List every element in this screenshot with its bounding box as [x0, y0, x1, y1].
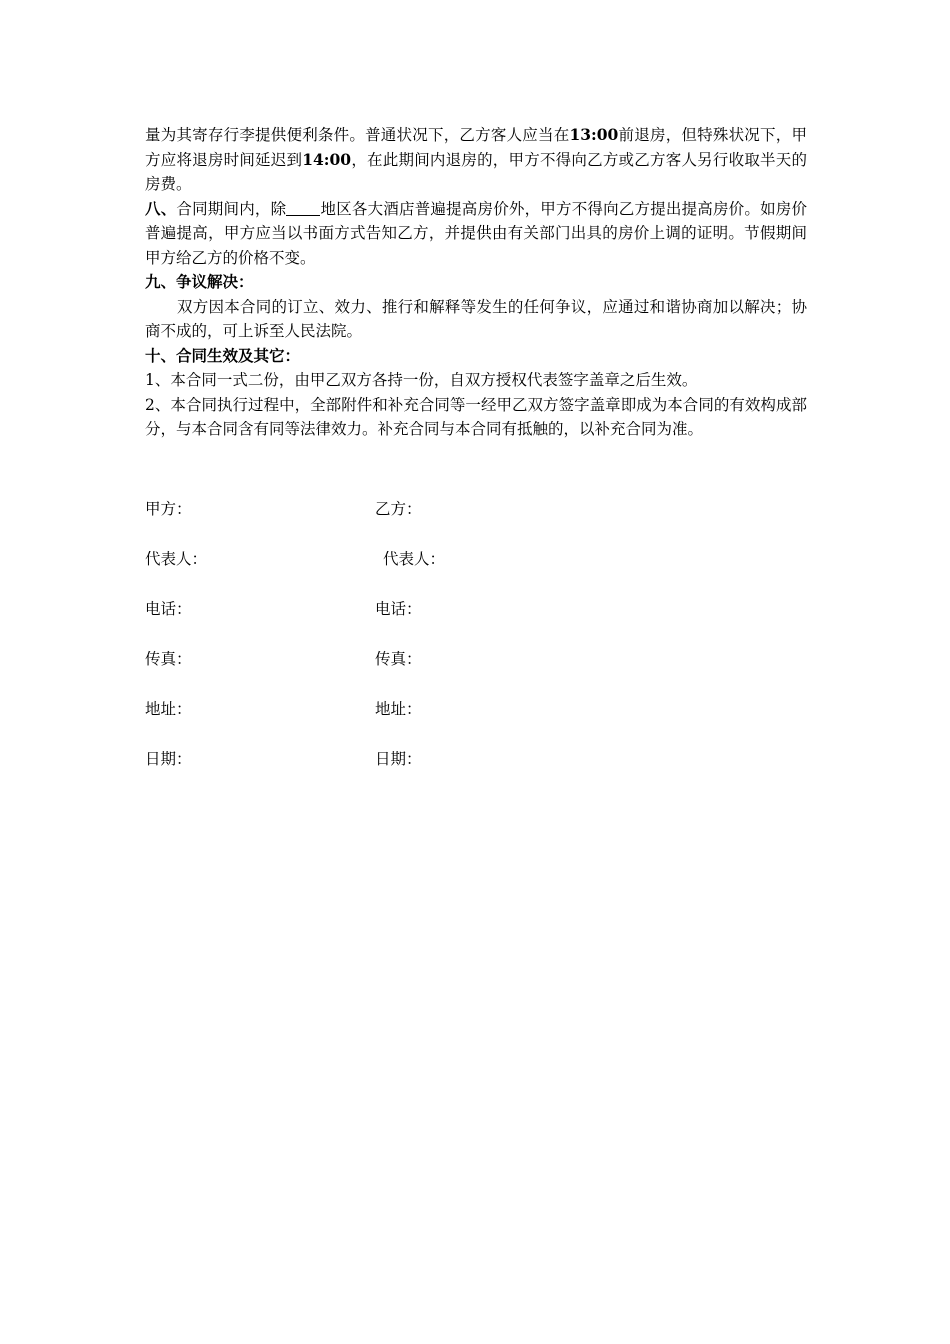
party-b-label: 乙方：: [375, 500, 422, 518]
party-a-date-label: 日期：: [145, 750, 192, 768]
clause-8: [145, 197, 807, 271]
signature-row: [145, 497, 807, 547]
clause-9-text: 双方因本合同的订立、效力、推行和解释等发生的任何争议，应通过和谐协商加以解决；协商不成的，可上诉至人民法院。: [145, 297, 807, 340]
signature-row: [145, 647, 807, 697]
text-segment: ，在此期间内退房的，甲方不得向乙方或乙方客人另行收取半天的房费。: [145, 150, 807, 193]
party-a-phone-label: 电话：: [145, 600, 192, 618]
signature-row: [145, 547, 807, 597]
party-a-representative-label: 代表人：: [145, 550, 208, 568]
text-segment: 地区各大酒店普遍提高房价外，甲方不得向乙方提出提高房价。如房价普遍提高，甲方应当以书面方式告知乙方，并提供由有关部门出具的房价上调的证明。节假期间甲方给乙方的价格不变。: [145, 199, 807, 267]
party-b-fax-label: 传真：: [375, 650, 422, 668]
clause-8-number: 八、: [145, 198, 177, 218]
region-blank: [286, 199, 320, 216]
party-b-date-label: 日期：: [375, 750, 422, 768]
signature-block: [145, 497, 807, 797]
signature-row: [145, 747, 807, 797]
clause-10-item-2: 2、本合同执行过程中，全部附件和补充合同等一经甲乙双方签字盖章即成为本合同的有效构成部分，与本合同含有同等法律效力。补充合同与本合同有抵触的，以补充合同为准。: [145, 395, 807, 438]
party-a-fax-label: 传真：: [145, 650, 192, 668]
text-segment: 合同期间内，除: [176, 199, 287, 218]
text-segment: 量为其寄存行李提供便利条件。普通状况下，乙方客人应当在: [145, 126, 570, 144]
clause-10-item-1: 1、本合同一式二份，由甲乙双方各持一份，自双方授权代表签字盖章之后生效。: [145, 371, 698, 389]
clause-9-heading: 九、争议解决：: [145, 272, 254, 291]
signature-row: [145, 597, 807, 647]
party-b-representative-label: 代表人：: [383, 550, 446, 568]
party-a-label: 甲方：: [145, 500, 192, 518]
checkout-time: 13:00: [569, 125, 619, 144]
extended-checkout-time: 14:00: [302, 149, 352, 169]
text-segment: 前退房，但特殊状况下，甲方应将退房时间延迟到: [145, 126, 807, 169]
signature-row: [145, 697, 807, 747]
party-b-address-label: 地址：: [375, 700, 422, 718]
paragraph-checkout: [145, 123, 807, 197]
clause-10-heading: 十、合同生效及其它：: [145, 345, 301, 365]
contract-body: [145, 123, 807, 442]
party-a-address-label: 地址：: [145, 700, 192, 718]
party-b-phone-label: 电话：: [375, 600, 422, 618]
